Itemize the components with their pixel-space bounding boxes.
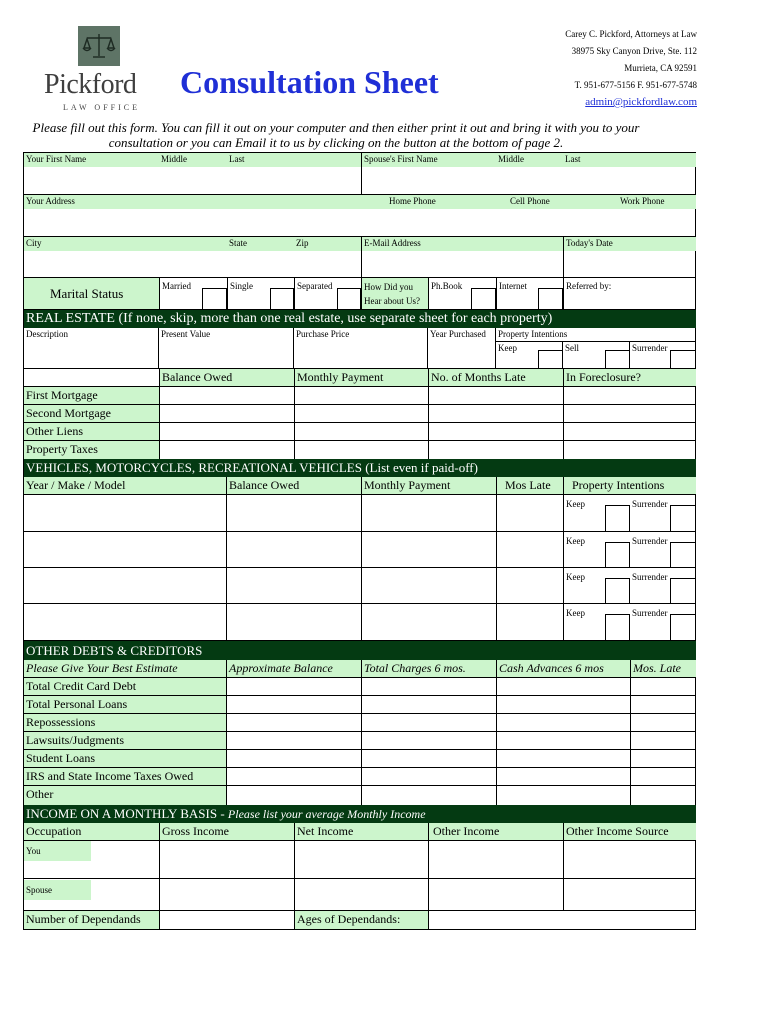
table-cell[interactable] [496, 495, 563, 532]
table-cell[interactable] [630, 678, 696, 696]
you-label: You [24, 841, 91, 861]
present-value-label: Present Value [159, 328, 294, 369]
debt-label: Total Credit Card Debt [24, 678, 226, 696]
table-cell[interactable] [496, 532, 563, 568]
spouse-last-label: Last [563, 153, 696, 167]
property-intentions-label: Property Intentions [496, 328, 696, 342]
table-cell[interactable] [159, 387, 294, 405]
table-cell[interactable] [294, 405, 428, 423]
table-cell[interactable] [226, 696, 361, 714]
description-label: Description [24, 328, 159, 369]
table-cell[interactable] [226, 495, 361, 532]
keep-label: Keep [563, 532, 630, 568]
other-income-header: Other Income [428, 823, 563, 841]
table-cell[interactable] [294, 841, 428, 879]
table-cell[interactable] [361, 532, 496, 568]
address-line: Carey C. Pickford, Attorneys at Law [565, 29, 697, 39]
city-state-zip-field[interactable] [24, 251, 361, 278]
table-cell[interactable] [361, 678, 496, 696]
debt-label: Lawsuits/Judgments [24, 732, 226, 750]
debt-label: Other [24, 786, 226, 805]
keep-checkbox[interactable] [605, 578, 630, 604]
keep-checkbox[interactable] [605, 614, 630, 641]
sell-label: Sell [563, 342, 630, 369]
single-label: Single [227, 278, 294, 310]
table-cell[interactable] [361, 768, 496, 786]
table-cell[interactable] [630, 750, 696, 768]
separated-checkbox[interactable] [337, 288, 361, 310]
approx-balance-header: Approximate Balance [226, 660, 361, 678]
table-cell[interactable] [361, 714, 496, 732]
ages-of-dependants-label: Ages of Dependands: [294, 911, 428, 929]
debt-label: Total Personal Loans [24, 696, 226, 714]
table-cell[interactable] [496, 786, 630, 805]
purchase-price-label: Purchase Price [294, 328, 428, 369]
table-cell[interactable] [496, 604, 563, 641]
table-cell[interactable] [226, 568, 361, 604]
single-checkbox[interactable] [270, 288, 294, 310]
address-field[interactable] [24, 209, 696, 237]
state-label: State [227, 237, 294, 251]
address-line: T. 951-677-5156 F. 951-677-5748 [574, 80, 697, 90]
referred-by-label[interactable]: Referred by: [563, 278, 696, 310]
surrender-checkbox[interactable] [670, 505, 696, 532]
last-name-label: Last [227, 153, 361, 167]
table-cell[interactable] [496, 714, 630, 732]
table-cell[interactable] [226, 532, 361, 568]
cell-phone-label: Cell Phone [496, 195, 600, 209]
marital-status-label: Marital Status [50, 286, 124, 301]
spouse-label: Spouse [24, 880, 91, 900]
internet-label: Internet [496, 278, 563, 310]
logo-scales-icon [78, 26, 120, 66]
table-cell[interactable] [226, 768, 361, 786]
best-estimate-header: Please Give Your Best Estimate [24, 660, 226, 678]
income-heading-text: INCOME ON A MONTHLY BASIS - [26, 806, 228, 821]
debt-label: Repossessions [24, 714, 226, 732]
spouse-first-name-label: Spouse's First Name [361, 153, 496, 167]
surrender-label: Surrender [630, 532, 696, 568]
how-did-you-hear-cell [361, 278, 428, 310]
todays-date-field[interactable] [563, 251, 696, 278]
page-title: Consultation Sheet [180, 64, 439, 100]
first-name-label: Your First Name [24, 153, 159, 167]
email-field[interactable] [361, 251, 563, 278]
separated-label: Separated [294, 278, 361, 310]
keep-checkbox[interactable] [605, 505, 630, 532]
hear-about-us-label: Hear about Us? [364, 296, 420, 306]
number-of-dependants-label: Number of Dependands [24, 911, 159, 929]
your-name-field[interactable] [24, 167, 361, 195]
gross-income-header: Gross Income [159, 823, 294, 841]
months-late-header: No. of Months Late [428, 369, 563, 387]
zip-label: Zip [294, 237, 361, 251]
other-liens-label: Other Liens [24, 423, 159, 441]
table-cell[interactable] [428, 423, 563, 441]
table-cell[interactable] [24, 532, 226, 568]
year-make-model-header: Year / Make / Model [24, 477, 226, 495]
firm-subtitle: LAW OFFICE [63, 103, 140, 112]
todays-date-label: Today's Date [563, 237, 696, 251]
table-cell[interactable] [226, 714, 361, 732]
keep-label: Keep [563, 604, 630, 641]
table-cell[interactable] [496, 678, 630, 696]
table-cell[interactable] [24, 495, 226, 532]
work-phone-label: Work Phone [600, 195, 696, 209]
table-cell[interactable] [630, 732, 696, 750]
surrender-label: Surrender [630, 495, 696, 532]
keep-label: Keep [563, 568, 630, 604]
table-cell[interactable] [496, 750, 630, 768]
first-mortgage-label: First Mortgage [24, 387, 159, 405]
instructions: Please fill out this form. You can fill it out on your computer and then either print it out and bring it with you to your consultation or you can Email it to us by clicking on the button at the bottom of page 2. [32, 120, 640, 150]
married-checkbox[interactable] [202, 288, 227, 310]
table-cell[interactable] [294, 441, 428, 459]
address-line: 38975 Sky Canyon Drive, Ste. 112 [571, 46, 697, 56]
table-cell[interactable] [496, 696, 630, 714]
table-cell[interactable] [496, 768, 630, 786]
address-label: Your Address [24, 195, 361, 209]
middle-name-label: Middle [159, 153, 227, 167]
debt-label: IRS and State Income Taxes Owed [24, 768, 226, 786]
city-label: City [24, 237, 227, 251]
surrender-checkbox[interactable] [670, 614, 696, 641]
surrender-label: Surrender [630, 342, 696, 369]
year-purchased-label: Year Purchased [428, 328, 496, 369]
table-cell[interactable] [428, 387, 563, 405]
surrender-checkbox[interactable] [670, 350, 696, 369]
consultation-form [23, 152, 696, 930]
table-cell[interactable] [361, 696, 496, 714]
table-cell[interactable] [226, 786, 361, 805]
blank-header-cell [24, 369, 159, 387]
home-phone-label: Home Phone [361, 195, 496, 209]
table-cell[interactable] [159, 841, 294, 879]
table-cell[interactable] [496, 568, 563, 604]
ages-of-dependants-field[interactable] [428, 911, 696, 929]
keep-checkbox[interactable] [538, 350, 563, 369]
phbook-checkbox[interactable] [471, 288, 496, 310]
keep-checkbox[interactable] [605, 542, 630, 568]
phbook-label: Ph.Book [428, 278, 496, 310]
occupation-header: Occupation [24, 823, 159, 841]
table-cell[interactable] [226, 678, 361, 696]
mos-late-header: Mos. Late [630, 660, 696, 678]
married-label: Married [159, 278, 227, 310]
table-cell[interactable] [630, 768, 696, 786]
table-cell[interactable] [563, 423, 696, 441]
table-cell[interactable] [159, 879, 294, 911]
table-cell[interactable] [361, 786, 496, 805]
debt-label: Student Loans [24, 750, 226, 768]
spouse-middle-label: Middle [496, 153, 563, 167]
vehicles-heading: VEHICLES, MOTORCYCLES, RECREATIONAL VEHICLES (List even if paid-off) [24, 459, 696, 477]
total-charges-header: Total Charges 6 mos. [361, 660, 496, 678]
other-debts-heading: OTHER DEBTS & CREDITORS [24, 641, 696, 660]
monthly-payment-header: Monthly Payment [294, 369, 428, 387]
real-estate-heading: REAL ESTATE (If none, skip, more than one real estate, use separate sheet for each property) [24, 310, 696, 328]
table-cell[interactable] [159, 405, 294, 423]
marital-status-cell [24, 278, 159, 310]
property-taxes-label: Property Taxes [24, 441, 159, 459]
table-cell[interactable] [428, 405, 563, 423]
table-cell[interactable] [226, 604, 361, 641]
table-cell[interactable] [563, 879, 696, 911]
table-cell[interactable] [294, 423, 428, 441]
table-cell[interactable] [563, 387, 696, 405]
firm-name: Pickford [44, 69, 137, 100]
vehicle-intentions-header: Property Intentions [563, 477, 696, 495]
net-income-header: Net Income [294, 823, 428, 841]
spouse-name-field[interactable] [361, 167, 696, 195]
mos-late-header: Mos Late [496, 477, 563, 495]
table-cell[interactable] [428, 441, 563, 459]
surrender-label: Surrender [630, 604, 696, 641]
sell-checkbox[interactable] [605, 350, 630, 369]
table-cell[interactable] [630, 714, 696, 732]
table-cell[interactable] [361, 604, 496, 641]
table-cell[interactable] [361, 568, 496, 604]
table-cell[interactable] [428, 879, 563, 911]
table-cell[interactable] [226, 750, 361, 768]
table-cell[interactable] [361, 732, 496, 750]
table-cell[interactable] [361, 750, 496, 768]
table-cell[interactable] [361, 495, 496, 532]
second-mortgage-label: Second Mortgage [24, 405, 159, 423]
table-cell[interactable] [24, 568, 226, 604]
other-income-source-header: Other Income Source [563, 823, 696, 841]
table-cell[interactable] [24, 604, 226, 641]
table-cell[interactable] [159, 441, 294, 459]
number-of-dependants-field[interactable] [159, 911, 294, 929]
in-foreclosure-header: In Foreclosure? [563, 369, 696, 387]
table-cell[interactable] [563, 405, 696, 423]
internet-checkbox[interactable] [538, 288, 563, 310]
table-cell[interactable] [563, 841, 696, 879]
table-cell[interactable] [226, 732, 361, 750]
income-heading-note: Please list your average Monthly Income [227, 807, 426, 821]
keep-label: Keep [563, 495, 630, 532]
email-link[interactable]: admin@pickfordlaw.com [585, 96, 697, 108]
vehicle-payment-header: Monthly Payment [361, 477, 496, 495]
table-cell[interactable] [630, 786, 696, 805]
surrender-checkbox[interactable] [670, 578, 696, 604]
surrender-label: Surrender [630, 568, 696, 604]
table-cell[interactable] [294, 387, 428, 405]
table-cell[interactable] [294, 879, 428, 911]
income-heading [24, 805, 696, 823]
address-line: Murrieta, CA 92591 [624, 63, 697, 73]
vehicle-balance-header: Balance Owed [226, 477, 361, 495]
table-cell[interactable] [159, 423, 294, 441]
firm-address [565, 26, 697, 111]
balance-owed-header: Balance Owed [159, 369, 294, 387]
cash-advances-header: Cash Advances 6 mos [496, 660, 630, 678]
table-cell[interactable] [428, 841, 563, 879]
how-did-you-label: How Did you [364, 282, 413, 292]
email-label: E-Mail Address [361, 237, 563, 251]
table-cell[interactable] [563, 441, 696, 459]
table-cell[interactable] [496, 732, 630, 750]
keep-label: Keep [496, 342, 563, 369]
table-cell[interactable] [630, 696, 696, 714]
surrender-checkbox[interactable] [670, 542, 696, 568]
